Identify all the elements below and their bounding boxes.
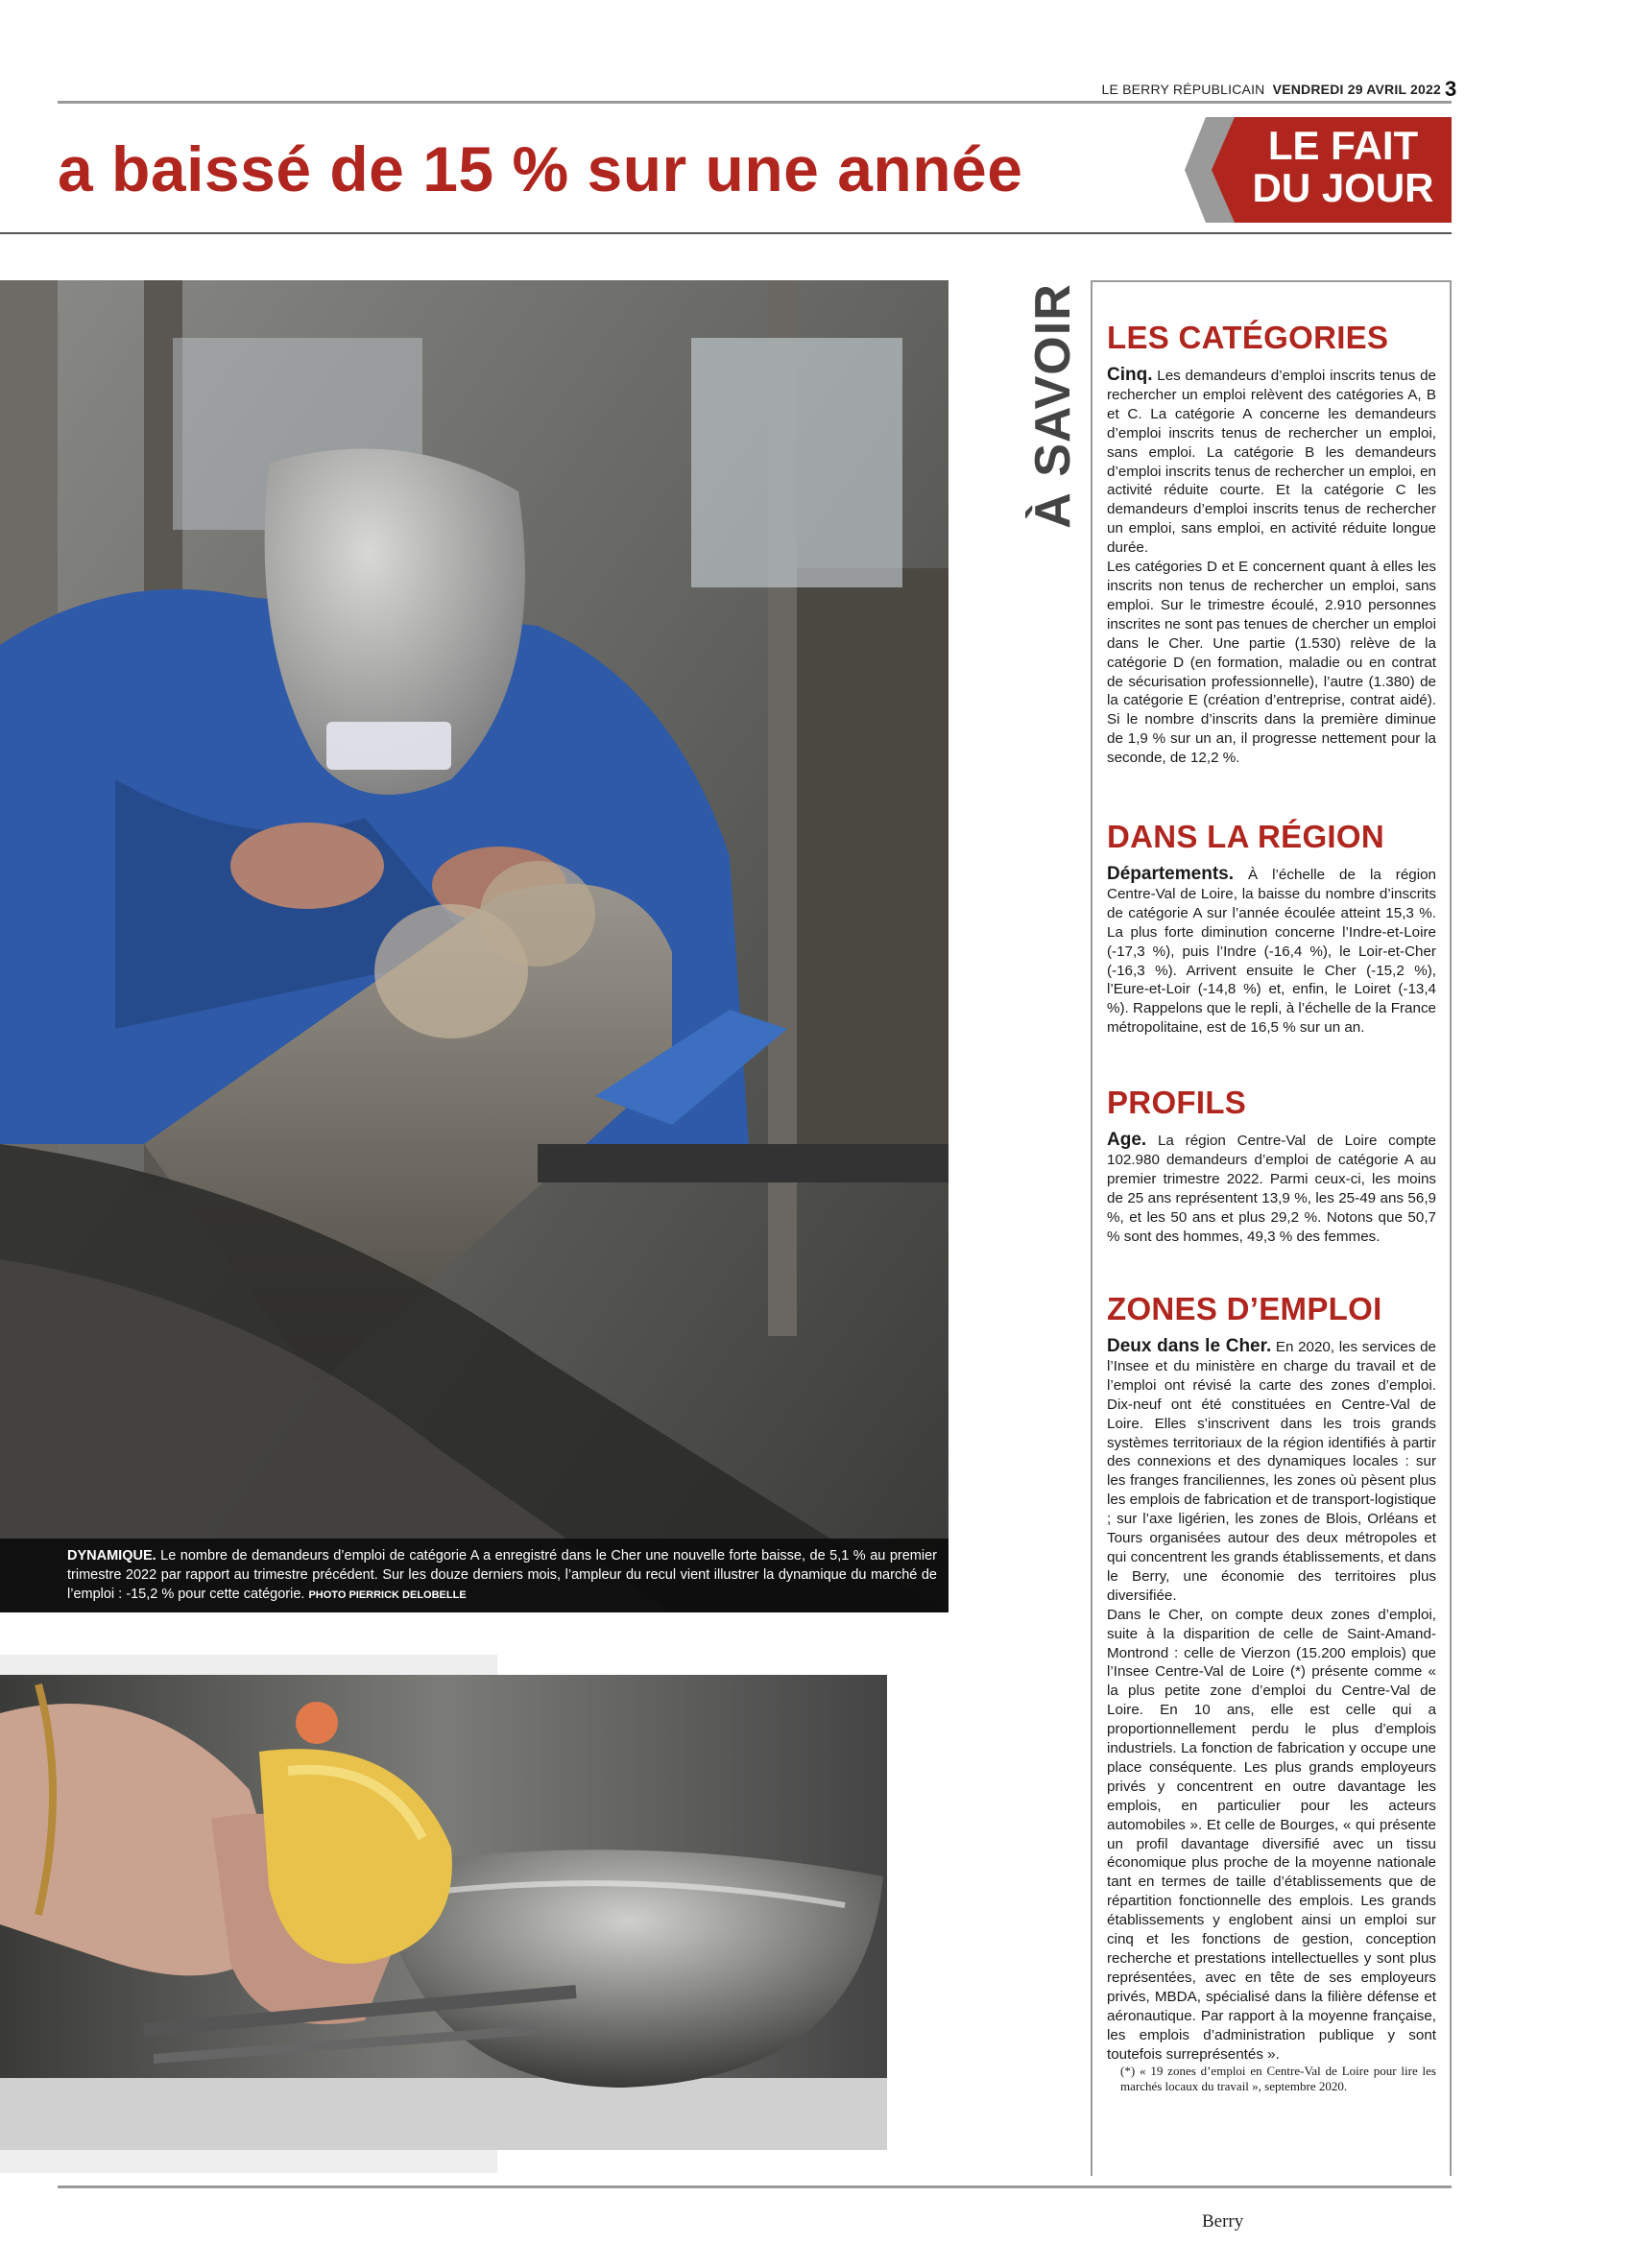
section-keyword: Deux dans le Cher.: [1107, 1336, 1272, 1356]
bottom-rule: [58, 2185, 1452, 2188]
caption-lead: DYNAMIQUE.: [67, 1548, 156, 1564]
welder-photo: [0, 280, 949, 1612]
badge-line1: LE FAIT: [1267, 123, 1419, 168]
section-profils: [1107, 1085, 1436, 1246]
section-keyword: Cinq.: [1107, 365, 1153, 385]
footer-edition: Berry: [1202, 2211, 1244, 2232]
a-savoir-label: [1020, 283, 1087, 529]
section-keyword: Départements.: [1107, 864, 1234, 884]
welder-illustration: [0, 280, 949, 1612]
potato-photo: [0, 1675, 887, 2150]
headline: a baissé de 15 % sur une année: [58, 133, 1023, 204]
masthead-paper: LE BERRY RÉPUBLICAIN: [1101, 82, 1265, 97]
section-text: Les demandeurs d’emploi inscrits tenus de rechercher un emploi relèvent des catégories A, B et C. La catégorie A concerne les demandeurs d’emploi inscrits tenus de rechercher un emploi, sans emploi. La catégorie B les demandeurs d’emploi inscrits tenus de rechercher un emploi, en activité réduite courte. Et la catégorie C les demandeurs d’emploi inscrits tenus de rechercher un emploi, sans emploi, en activité réduite longue durée.: [1107, 368, 1436, 557]
page-number: 3: [1445, 77, 1457, 101]
section-paragraph: [1107, 1337, 1436, 1606]
badge-text: [1242, 125, 1444, 209]
top-rule: [58, 101, 1452, 104]
footnote: (*) « 19 zones d’emploi en Centre-Val de Loire pour lire les marchés locaux du travail », septembre 2020.: [1120, 2064, 1436, 2094]
section-paragraph: Les catégories D et E concernent quant à elles les inscrits non tenus de rechercher un emploi, sans emploi. Sur le trimestre écoulé, 2.910 personnes inscrites ne sont pas tenues de chercher un emploi dans le Cher. Une partie (1.530) relève de la catégorie D (en formation, maladie ou en contrat de sécurisation professionnelle), l’autre (1.380) de la catégorie E (création d’entreprise, contrat aidé). Si le nombre d’inscrits dans la première diminue de 1,9 % sur un an, il progresse nettement pour la seconde, de 12,2 %.: [1107, 559, 1436, 767]
section-paragraph: [1107, 366, 1436, 558]
section-paragraph: [1107, 1131, 1436, 1246]
section-categories: [1107, 320, 1436, 768]
section-title: ZONES D’EMPLOI: [1107, 1291, 1382, 1326]
photo-caption: [0, 1539, 949, 1612]
section-title: PROFILS: [1107, 1085, 1247, 1120]
caption-credit: PHOTO PIERRICK DELOBELLE: [308, 1589, 467, 1601]
potato-illustration: [0, 1675, 887, 2150]
badge-line2: DU JOUR: [1252, 165, 1434, 210]
section-keyword: Age.: [1107, 1130, 1147, 1150]
section-paragraph: Dans le Cher, on compte deux zones d’emploi, suite à la disparition de celle de Saint-Amand-Montrond : celle de Vierzon (15.200 emplois) que l’Insee Centre-Val de Loire (*) présente comme « la plus petite zone d’emploi du Centre-Val de Loire. En 10 ans, elle est celle qui a proportionnellement perdu le plus d’emplois industriels. La fonction de fabrication y occupe une place conséquente. Les plus grands employeurs privés y concentrent en outre davantage les emplois, en particulier pour les acteurs automobiles ». Et celle de Bourges, « qui présente un profil davantage diversifié avec un tissu économique plus proche de la moyenne nationale tant en termes de taille d’établissements que de répartition fonctionnelle des emplois. Les grands établissements y englobent ainsi un emploi sur cinq et les fonctions de gestion, conception recherche et prestations intellectuelles y sont plus représentées, avec en tête de ses employeurs privés, MBDA, spécialisé dans la filière défense et aéronautique. Par rapport à la moyenne française, les emplois d’administration publique y sont toutefois surreprésentés ».: [1107, 1606, 1436, 2063]
masthead-date: VENDREDI 29 AVRIL 2022: [1272, 82, 1441, 97]
caption-text: Le nombre de demandeurs d’emploi de catégorie A a enregistré dans le Cher une nouvelle forte baisse, de 5,1 % au premier trimestre 2022 par rapport au trimestre précédent. Sur les douze derniers mois, l’ampleur du recul vient illustrer la dynamique du marché de l’emploi : -15,2 % pour cette catégorie.: [67, 1548, 937, 1602]
section-title: LES CATÉGORIES: [1107, 320, 1389, 355]
headline-rule: [0, 232, 1452, 234]
section-text: La région Centre-Val de Loire compte 102.980 demandeurs d’emploi de catégorie A au premier trimestre 2022. Parmi ceux-ci, les moins de 25 ans représentent 13,9 %, les 25-49 ans 56,9 %, et les 50 ans et plus 29,2 %. Notons que 50,7 % sont des hommes, 49,3 % des femmes.: [1107, 1133, 1436, 1245]
masthead: [1101, 82, 1441, 97]
fait-du-jour-badge: [1185, 117, 1452, 223]
section-paragraph: [1107, 865, 1436, 1038]
section-zones: [1107, 1291, 1436, 2094]
section-text: À l’échelle de la région Centre-Val de Loire, la baisse du nombre d’inscrits de catégorie A sur l’année écoulée atteint 15,3 %. La plus forte diminution concerne l’Indre-et-Loire (-17,3 %), puis l’Indre (-16,4 %), le Loir-et-Cher (-16,3 %). Arrivent ensuite le Cher (-15,2 %), l’Eure-et-Loir (-14,8 %) et, enfin, le Loiret (-13,4 %). Rappelons que le repli, à l’échelle de la France métropolitaine, est de 16,5 % sur un an.: [1107, 867, 1436, 1037]
section-text: En 2020, les services de l’Insee et du ministère en charge du travail et de l’emploi ont révisé la carte des zones d’emploi. Dix-neuf ont été constituées en Centre-Val de Loire. Elles s’inscrivent dans les trois grands systèmes territoriaux de la région identifiés à partir des connexions et des dynamiques locales : sur les franges franciliennes, les zones où pèsent plus les emplois de fabrication et de transport-logistique ; sur l’axe ligérien, les zones de Blois, Orléans et Tours organisées autour des deux métropoles et qui concentrent les grands établissements, et dans le Berry, une économie des territoires plus diversifiée.: [1107, 1339, 1436, 1604]
section-title: DANS LA RÉGION: [1107, 819, 1384, 854]
section-region: [1107, 819, 1436, 1038]
a-savoir-text: À SAVOIR: [1025, 283, 1081, 529]
